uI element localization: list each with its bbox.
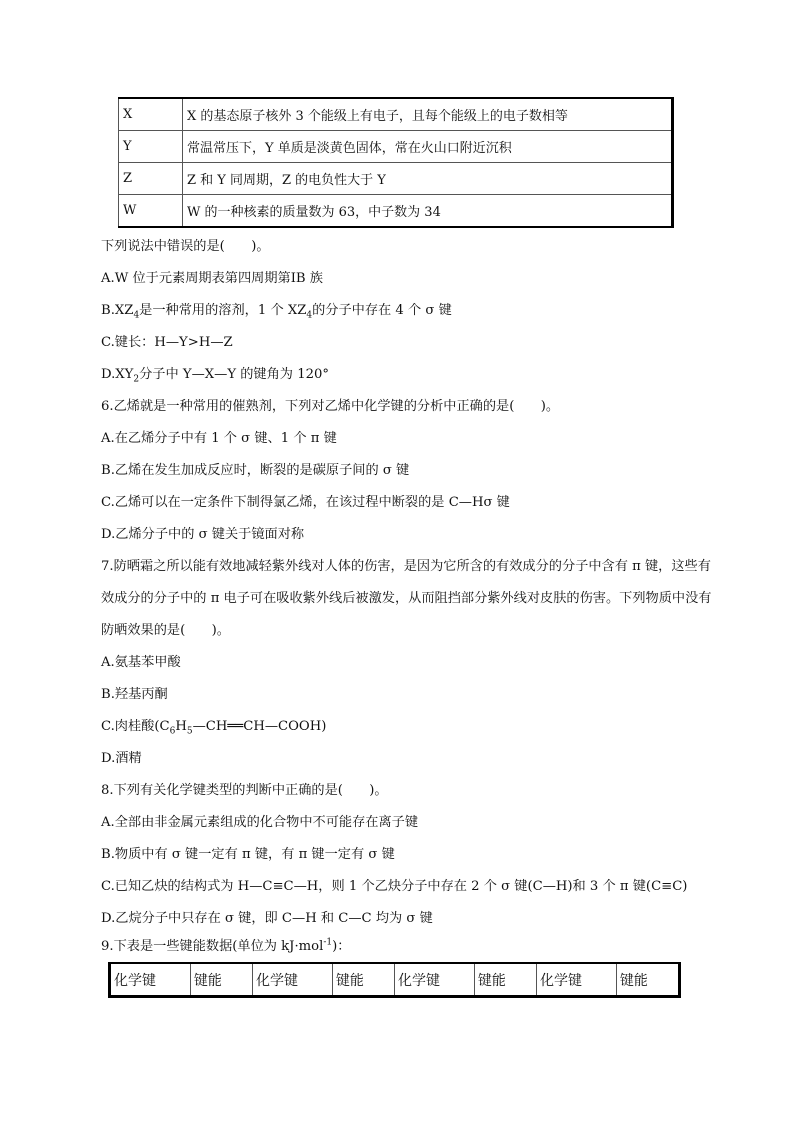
- element-key: X: [119, 98, 183, 131]
- q9-stem: [101, 938, 350, 956]
- q8-option-b: B.物质中有 σ 键一定有 π 键，有 π 键一定有 σ 键: [101, 847, 395, 862]
- column-header: 键能: [190, 963, 252, 997]
- bond-energy-table: [108, 962, 681, 998]
- text-fragment: H: [175, 719, 187, 734]
- column-header: 键能: [332, 963, 394, 997]
- text-fragment: 9.下表是一些键能数据(单位为 kJ·mol: [101, 939, 324, 954]
- q6-option-c: C.乙烯可以在一定条件下制得氯乙烯，在该过程中断裂的是 C—Hσ 键: [101, 495, 510, 510]
- text-fragment: 的分子中存在 4 个 σ 键: [312, 303, 452, 318]
- q6-stem: 6.乙烯就是一种常用的催熟剂，下列对乙烯中化学键的分析中正确的是( )。: [101, 399, 560, 414]
- column-header: 化学键: [394, 963, 474, 997]
- q5-option-a: A.W 位于元素周期表第四周期第ⅠB 族: [101, 271, 323, 286]
- q5-option-c: C.键长：H—Y>H—Z: [101, 335, 233, 350]
- text-fragment: —CH══CH—COOH): [192, 719, 327, 734]
- column-header: 键能: [474, 963, 536, 997]
- q7-stem-line2: 效成分的分子中的 π 电子可在吸收紫外线后被激发，从而阻挡部分紫外线对皮肤的伤害。下列物质中没有: [101, 591, 712, 606]
- element-desc: W 的一种核素的质量数为 63，中子数为 34: [183, 195, 673, 228]
- q6-option-a: A.在乙烯分子中有 1 个 σ 键、1 个 π 键: [101, 431, 337, 446]
- q8-stem: 8.下列有关化学键类型的判断中正确的是( )。: [101, 783, 388, 798]
- table-row: [119, 195, 673, 228]
- subscript: 6: [169, 726, 176, 737]
- element-key: Y: [119, 131, 183, 163]
- element-desc: 常温常压下，Y 单质是淡黄色固体，常在火山口附近沉积: [183, 131, 673, 163]
- superscript: -1: [323, 937, 333, 948]
- column-header: 化学键: [252, 963, 332, 997]
- q7-stem-line3: 防晒效果的是( )。: [101, 623, 230, 638]
- text-fragment: 分子中 Y—X—Y 的键角为 120°: [139, 367, 329, 382]
- q6-option-b: B.乙烯在发生加成反应时，断裂的是碳原子间的 σ 键: [101, 463, 410, 478]
- subscript: 4: [133, 310, 140, 321]
- q7-stem-line1: 7.防晒霜之所以能有效地减轻紫外线对人体的伤害，是因为它所含的有效成分的分子中含有 π 键，这些有: [101, 559, 711, 574]
- element-desc: Z 和 Y 同周期，Z 的电负性大于 Y: [183, 163, 673, 195]
- column-header: 键能: [616, 963, 679, 997]
- subscript: 4: [306, 310, 313, 321]
- column-header: 化学键: [110, 963, 191, 997]
- element-info-table: [118, 97, 674, 228]
- table-row: [119, 163, 673, 195]
- subscript: 2: [133, 374, 140, 385]
- text-fragment: C.肉桂酸(C: [101, 719, 170, 734]
- q5-stem: 下列说法中错误的是( )。: [101, 239, 270, 254]
- q8-option-a: A.全部由非金属元素组成的化合物中不可能存在离子键: [101, 815, 419, 830]
- table-header-row: [110, 963, 680, 997]
- q8-option-c: C.已知乙炔的结构式为 H—C≡C—H，则 1 个乙炔分子中存在 2 个 σ 键(C—H)和 3 个 π 键(C≡C): [101, 879, 688, 894]
- text-fragment: D.XY: [101, 367, 134, 382]
- q7-option-b: B.羟基丙酮: [101, 687, 168, 702]
- table-row: [119, 98, 673, 131]
- column-header: 化学键: [536, 963, 616, 997]
- subscript: 5: [186, 726, 193, 737]
- q7-option-d: D.酒精: [101, 751, 142, 766]
- element-key: Z: [119, 163, 183, 195]
- q7-option-c: [101, 718, 326, 736]
- text-fragment: B.XZ: [101, 303, 134, 318]
- q5-option-b: [101, 302, 452, 320]
- q6-option-d: D.乙烯分子中的 σ 键关于镜面对称: [101, 527, 305, 542]
- q8-option-d: D.乙烷分子中只存在 σ 键，即 C—H 和 C—C 均为 σ 键: [101, 911, 433, 926]
- text-fragment: )：: [332, 939, 351, 954]
- text-fragment: 是一种常用的溶剂，1 个 XZ: [139, 303, 307, 318]
- element-key: W: [119, 195, 183, 228]
- table-row: [119, 131, 673, 163]
- q7-option-a: A.氨基苯甲酸: [101, 655, 181, 670]
- q5-option-d: [101, 366, 329, 384]
- element-desc: X 的基态原子核外 3 个能级上有电子，且每个能级上的电子数相等: [183, 98, 673, 131]
